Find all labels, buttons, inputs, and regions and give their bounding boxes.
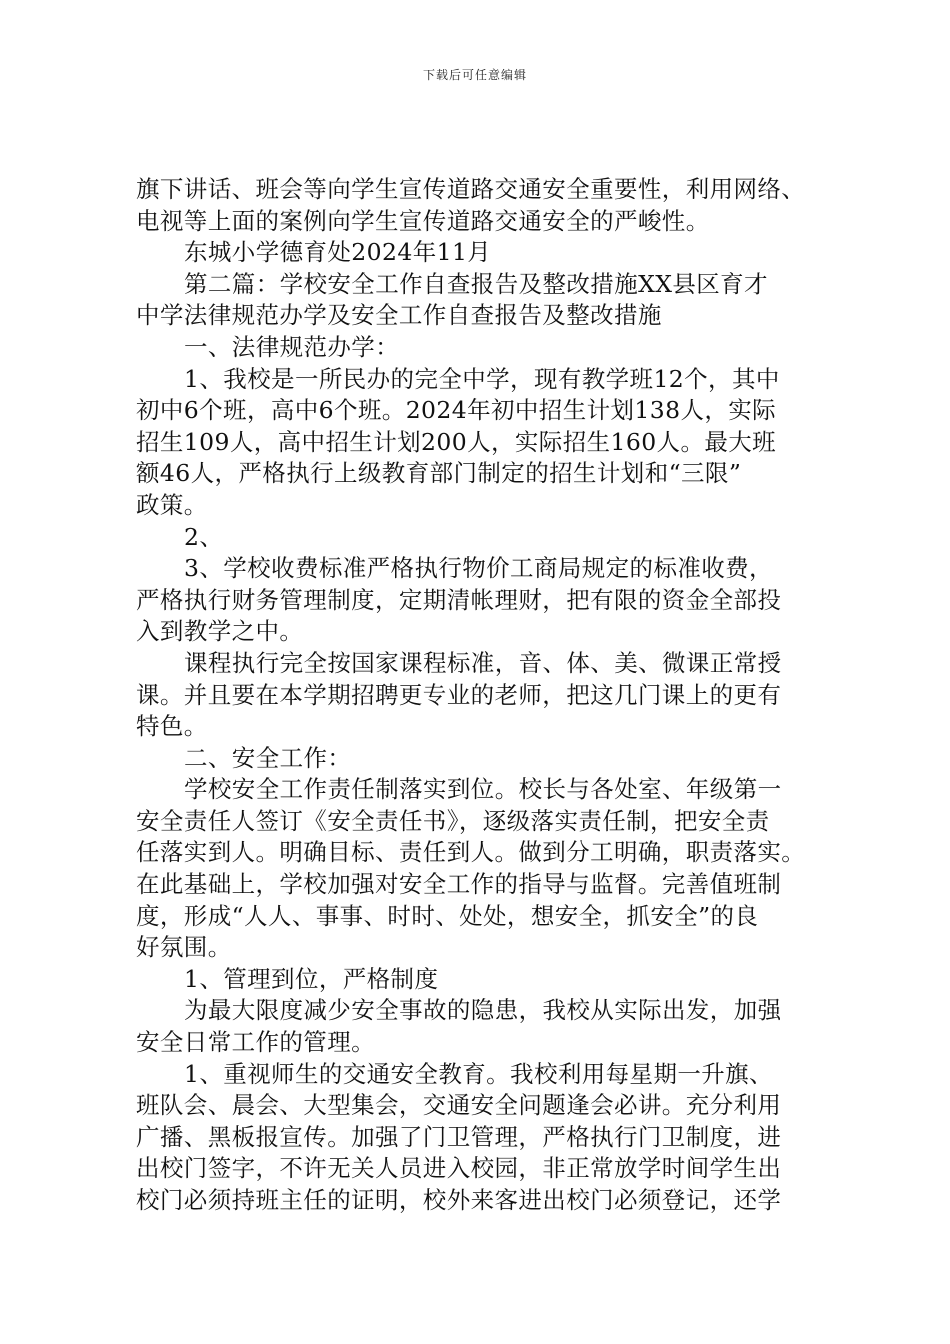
- text-line: 招生109人，高中招生计划200人，实际招生160人。最大班: [136, 427, 777, 456]
- text-line: 一、法律规范办学：: [184, 332, 400, 361]
- text-line: 学校安全工作责任制落实到位。校长与各处室、年级第一: [184, 775, 782, 804]
- text-line: 特色。: [136, 712, 208, 741]
- text-line: 中学法律规范办学及安全工作自查报告及整改措施: [136, 301, 662, 330]
- text-line: 1、管理到位，严格制度: [184, 964, 439, 993]
- text-line: 旗下讲话、班会等向学生宣传道路交通安全重要性，利用网络、: [136, 175, 806, 203]
- text-line: 额46人，严格执行上级教育部门制定的招生计划和“三限”: [136, 459, 742, 488]
- text-line: 为最大限度减少安全事故的隐患，我校从实际出发，加强: [184, 996, 782, 1025]
- text-line: 二、安全工作：: [184, 743, 352, 772]
- text-line: 1、我校是一所民办的完全中学，现有教学班12个，其中: [184, 364, 780, 393]
- text-line: 度，形成“人人、事事、时时、处处，想安全，抓安全”的良: [136, 901, 759, 930]
- text-line: 校门必须持班主任的证明，校外来客进出校门必须登记，还学: [136, 1186, 782, 1214]
- text-line: 初中6个班，高中6个班。2024年初中招生计划138人，实际: [136, 396, 777, 425]
- text-line: 东城小学德育处2024年11月: [184, 238, 492, 267]
- text-line: 课。并且要在本学期招聘更专业的老师，把这几门课上的更有: [136, 680, 782, 709]
- text-line: 广播、黑板报宣传。加强了门卫管理，严格执行门卫制度，进: [136, 1122, 782, 1151]
- text-line: 在此基础上，学校加强对安全工作的指导与监督。完善值班制: [136, 870, 782, 899]
- text-line: 安全责任人签订《安全责任书》，逐级落实责任制，把安全责: [136, 806, 770, 835]
- text-line: 3、学校收费标准严格执行物价工商局规定的标准收费，: [184, 554, 773, 583]
- text-line: 班队会、晨会、大型集会，交通安全问题逢会必讲。充分利用: [136, 1091, 782, 1120]
- text-line: 课程执行完全按国家课程标准，音、体、美、微课正常授: [184, 648, 782, 677]
- text-line: 1、重视师生的交通安全教育。我校利用每星期一升旗、: [184, 1059, 773, 1088]
- text-line: 任落实到人。明确目标、责任到人。做到分工明确，职责落实。: [136, 838, 806, 867]
- text-line: 严格执行财务管理制度，定期清帐理财，把有限的资金全部投: [136, 585, 782, 614]
- text-line: 好氛围。: [136, 933, 232, 962]
- text-line: 出校门签字，不许无关人员进入校园，非正常放学时间学生出: [136, 1154, 782, 1183]
- text-line: 2、: [184, 522, 224, 551]
- text-line: 第二篇：学校安全工作自查报告及整改措施XX县区育才: [184, 269, 768, 298]
- text-line: 安全日常工作的管理。: [136, 1028, 375, 1057]
- document-body: [136, 174, 836, 1217]
- text-line: 政策。: [136, 490, 208, 519]
- text-line: 入到教学之中。: [136, 617, 304, 646]
- page-header-note: 下载后可任意编辑: [422, 68, 527, 82]
- text-line: 电视等上面的案例向学生宣传道路交通安全的严峻性。: [136, 206, 710, 235]
